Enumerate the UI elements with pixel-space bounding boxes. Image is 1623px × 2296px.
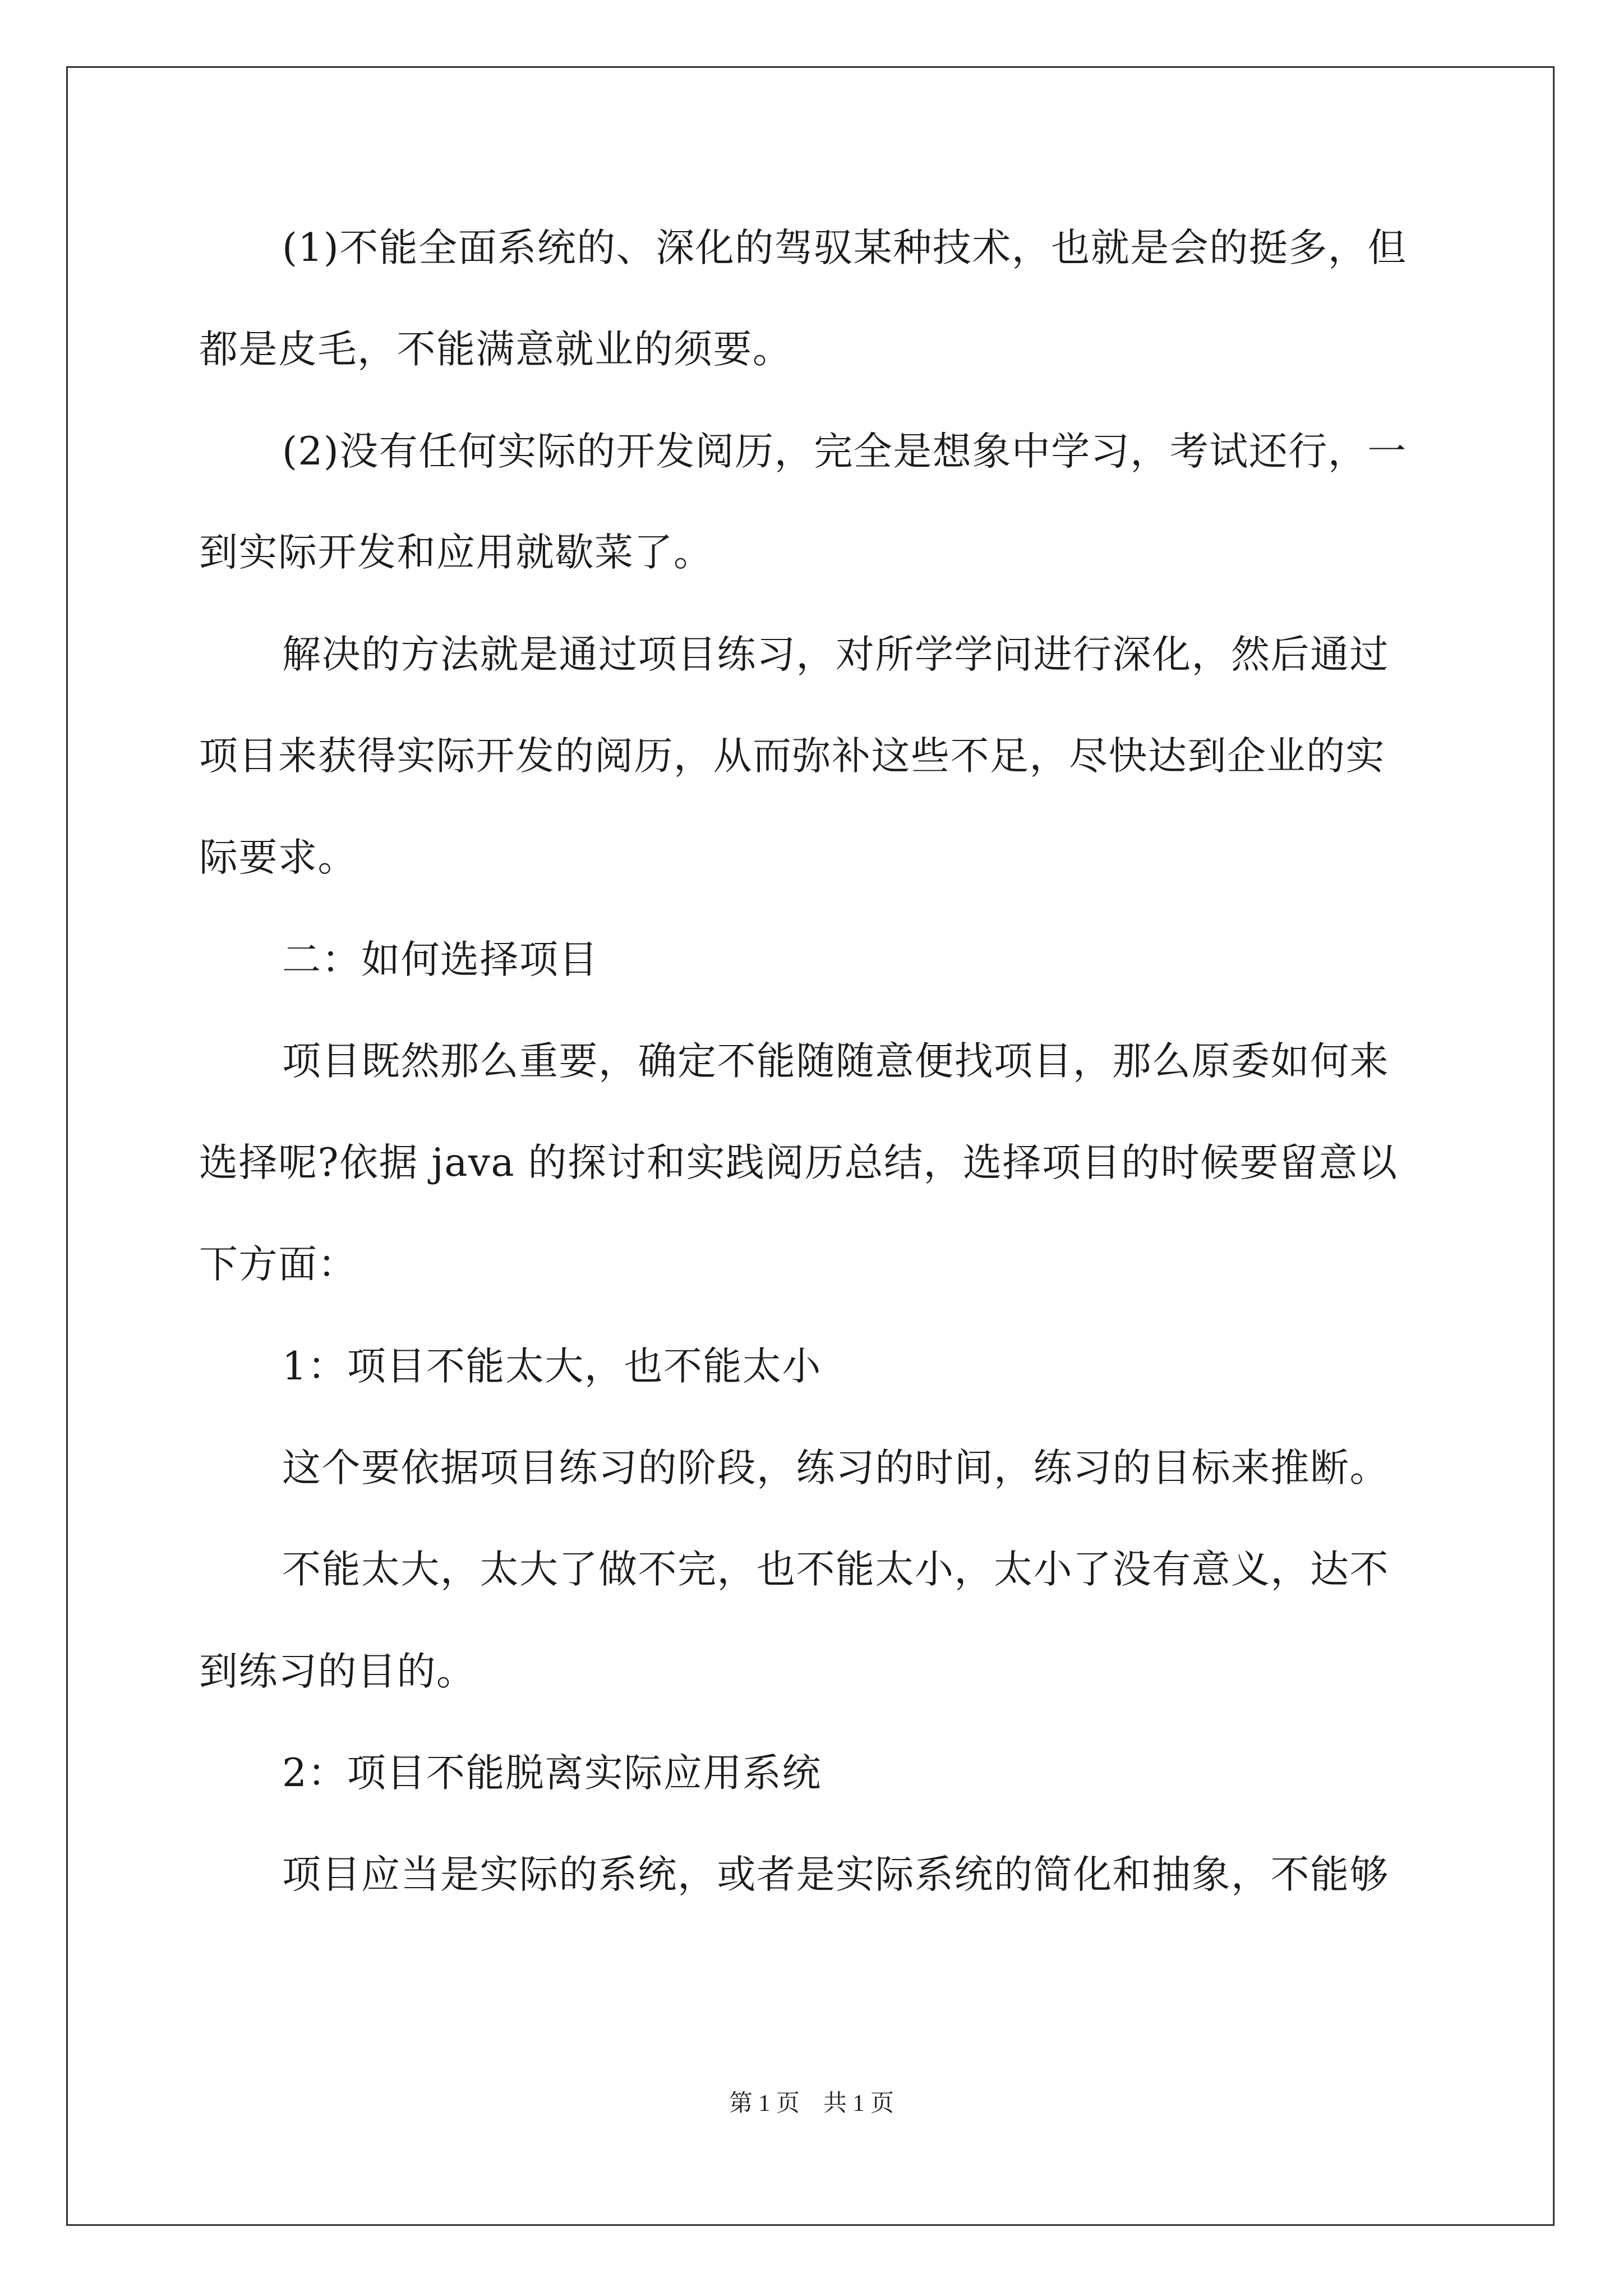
text-line: 项目既然那么重要，确定不能随随意便找项目，那么原委如何来: [282, 1039, 1389, 1084]
text-line: 项目应当是实际的系统，或者是实际系统的简化和抽象，不能够: [282, 1852, 1389, 1897]
text-line: 解决的方法就是通过项目练习，对所学学问进行深化，然后通过: [282, 632, 1389, 677]
text-line: (1)不能全面系统的、深化的驾驭某种技术，也就是会的挺多，但: [282, 226, 1407, 270]
text-line: 项目来获得实际开发的阅历，从而弥补这些不足，尽快达到企业的实: [199, 734, 1385, 779]
text-line: 都是皮毛，不能满意就业的须要。: [199, 327, 792, 372]
list-item-heading: 1：项目不能太大，也不能太小: [282, 1344, 822, 1389]
text-line: (2)没有任何实际的开发阅历，完全是想象中学习，考试还行，一: [282, 429, 1407, 474]
text-line: 到实际开发和应用就歇菜了。: [199, 530, 713, 575]
text-line: 选择呢?依据 java 的探讨和实践阅历总结，选择项目的时候要留意以: [199, 1140, 1398, 1185]
text-line: 际要求。: [199, 835, 357, 880]
text-line: 这个要依据项目练习的阶段，练习的时间，练习的目标来推断。: [282, 1446, 1389, 1490]
text-line: 到练习的目的。: [199, 1649, 476, 1694]
section-heading: 二：如何选择项目: [282, 937, 598, 982]
text-line: 不能太大，太大了做不完，也不能太小，太小了没有意义，达不: [282, 1547, 1389, 1592]
page-footer: 第 1 页 共 1 页: [728, 2091, 894, 2116]
list-item-heading: 2：项目不能脱离实际应用系统: [282, 1751, 822, 1796]
text-line: 下方面：: [199, 1242, 357, 1287]
